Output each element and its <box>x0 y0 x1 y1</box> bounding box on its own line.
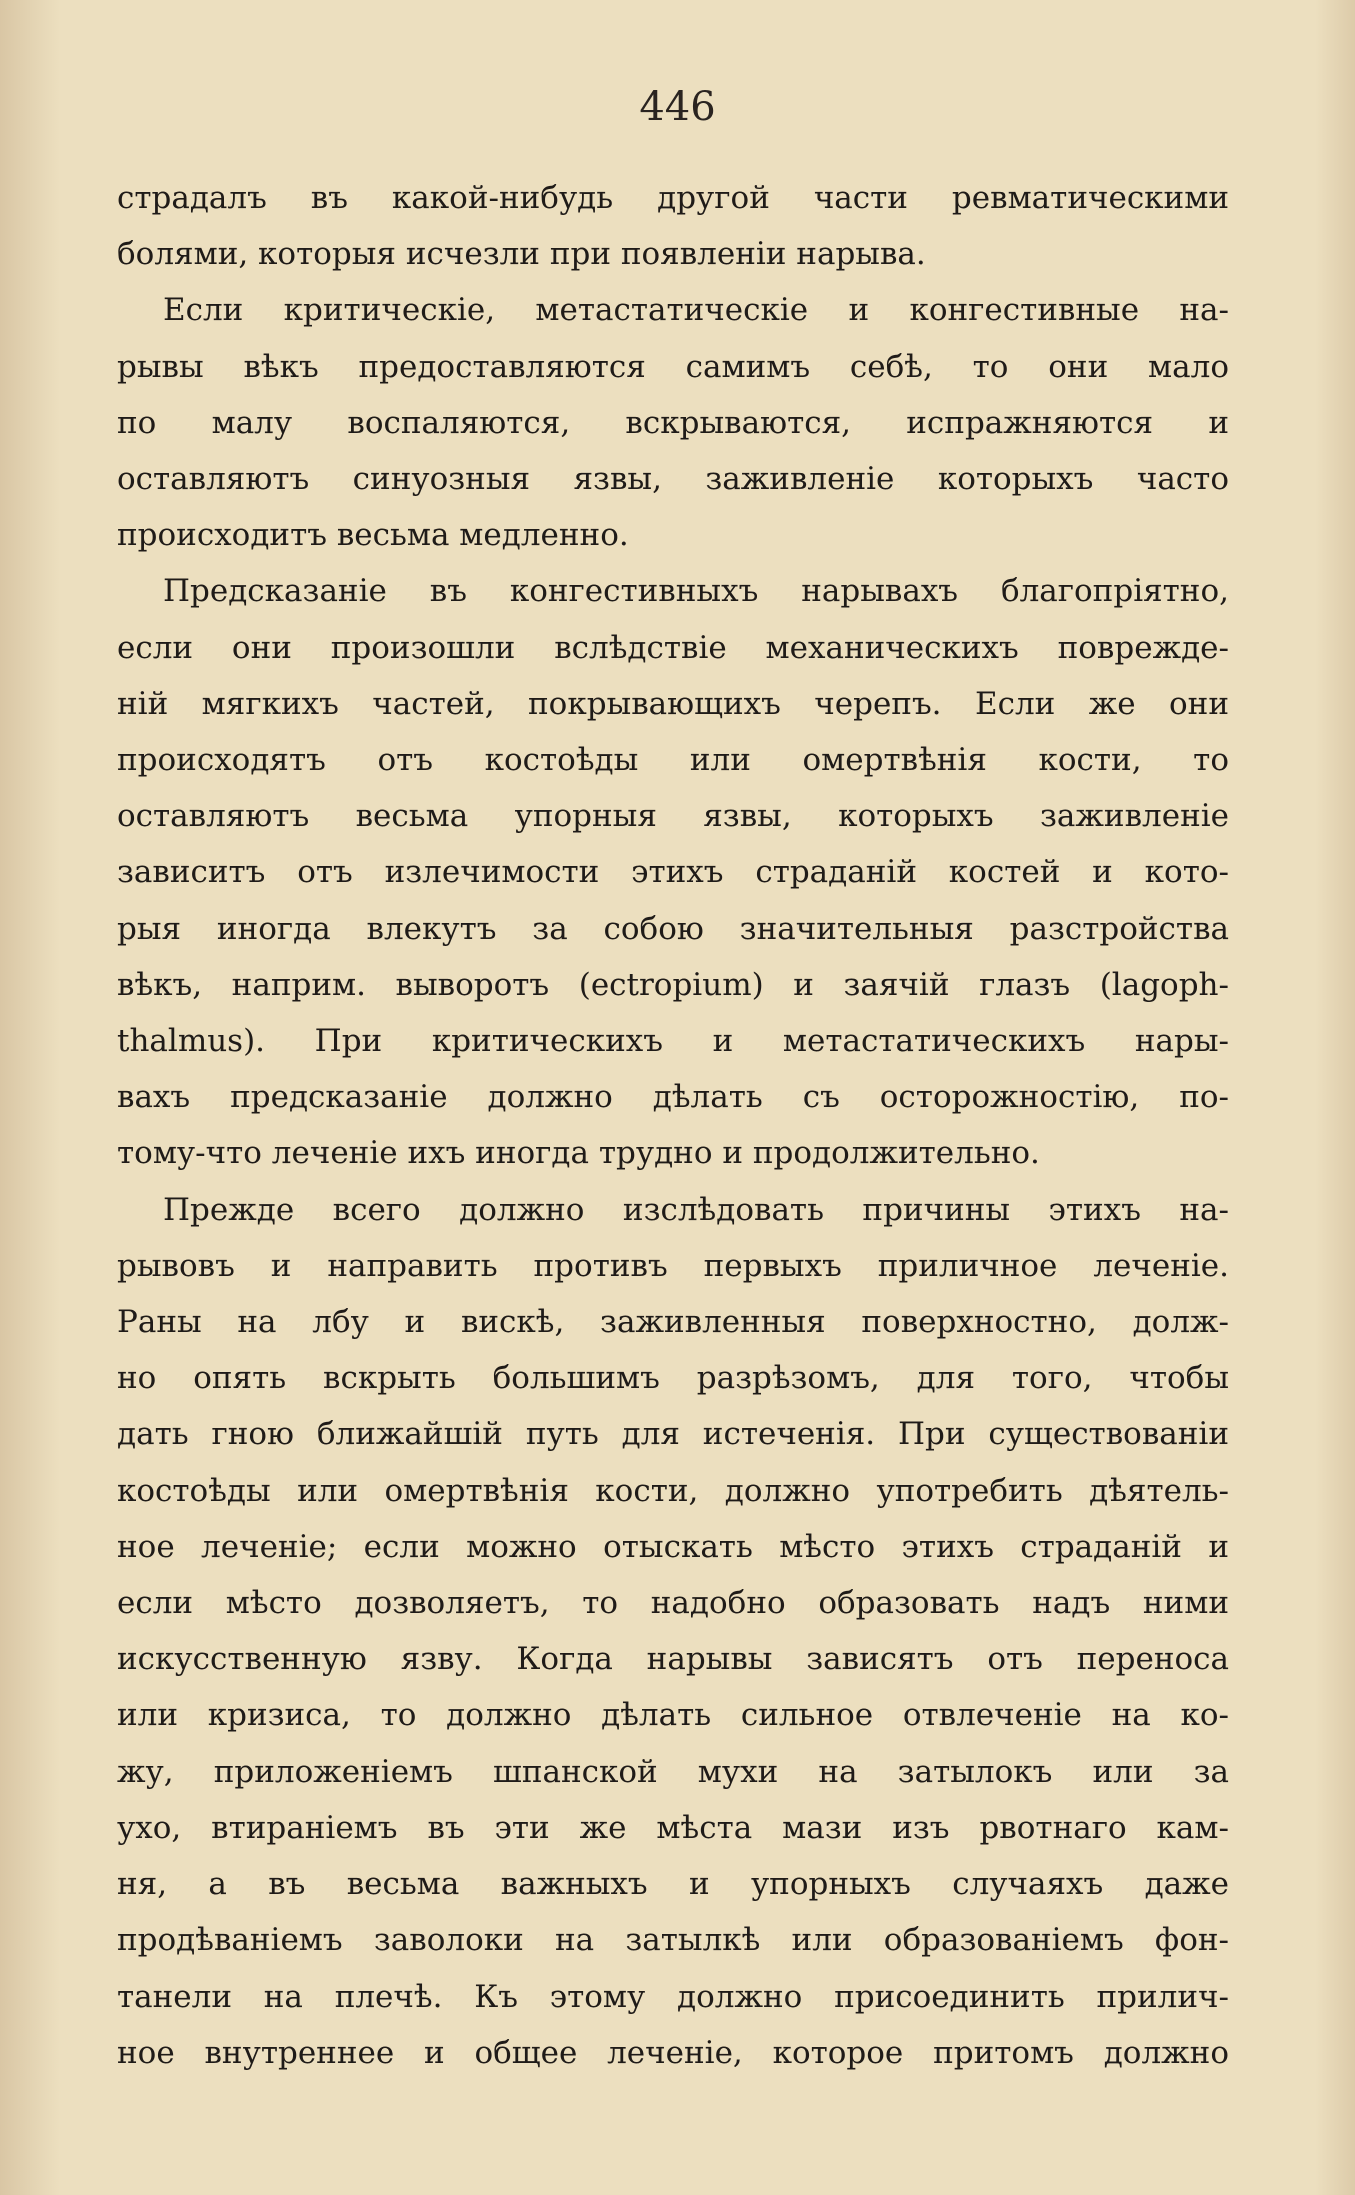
text-line: Если критическіе, метастатическіе и конгестивные на- <box>163 292 1229 329</box>
text-line: рыя иногда влекутъ за собою значительныя разстройства <box>117 910 1229 947</box>
text-line: зависитъ отъ излечимости этихъ страданій костей и кото- <box>117 854 1229 891</box>
text-line: Предсказаніе въ конгестивныхъ нарывахъ благопріятно, <box>163 573 1229 610</box>
text-line: болями, которыя исчезли при появленіи нарыва. <box>117 236 926 273</box>
page-edge-shadow-right <box>1315 0 1355 2195</box>
paragraph <box>117 170 1229 282</box>
text-line: страдалъ въ какой-нибудь другой части ревматическими <box>117 180 1229 216</box>
text-line: ухо, втираніемъ въ эти же мѣста мази изъ рвотнаго кам- <box>117 1809 1229 1846</box>
text-line: оставляютъ синуозныя язвы, заживленіе которыхъ часто <box>117 461 1229 498</box>
text-line: ное леченіе; если можно отыскать мѣсто этихъ страданій и <box>117 1528 1229 1565</box>
text-line: продѣваніемъ заволоки на затылкѣ или образованіемъ фон- <box>117 1922 1229 1959</box>
text-line: тому-что леченіе ихъ иногда трудно и продолжительно. <box>117 1135 1040 1172</box>
text-line: происходятъ отъ костоѣды или омертвѣнія кости, то <box>117 742 1229 779</box>
text-line: искусственную язву. Когда нарывы зависятъ отъ переноса <box>117 1641 1229 1678</box>
text-line: танели на плечѣ. Къ этому должно присоединить прилич- <box>117 1978 1229 2015</box>
paragraph <box>117 282 1229 563</box>
text-line: если мѣсто дозволяетъ, то надобно образовать надъ ними <box>117 1585 1229 1622</box>
text-line: по малу воспаляются, вскрываются, испражняются и <box>117 404 1229 441</box>
text-line: или кризиса, то должно дѣлать сильное отвлеченіе на ко- <box>117 1697 1229 1734</box>
text-line: оставляютъ весьма упорныя язвы, которыхъ заживленіе <box>117 798 1229 835</box>
text-line: Раны на лбу и вискѣ, заживленныя поверхностно, долж- <box>117 1304 1229 1341</box>
text-line: thalmus). При критическихъ и метастатическихъ нары- <box>117 1023 1229 1060</box>
body-text <box>117 170 1229 2081</box>
text-line: костоѣды или омертвѣнія кости, должно употребить дѣятель- <box>117 1472 1229 1509</box>
text-line: вахъ предсказаніе должно дѣлать съ осторожностію, по- <box>117 1079 1229 1116</box>
page-number: 446 <box>639 84 716 130</box>
paragraph <box>117 1182 1229 2081</box>
text-line: ній мягкихъ частей, покрывающихъ черепъ. Если же они <box>117 685 1229 722</box>
text-line: Прежде всего должно изслѣдовать причины этихъ на- <box>163 1191 1229 1228</box>
text-line: вѣкъ, наприм. выворотъ (ectropium) и заячій глазъ (lagoph- <box>117 966 1229 1003</box>
text-line: если они произошли вслѣдствіе механическихъ поврежде- <box>117 629 1229 666</box>
paragraph <box>117 563 1229 1181</box>
text-line: жу, приложеніемъ шпанской мухи на затылокъ или за <box>117 1753 1229 1790</box>
text-line: ное внутреннее и общее леченіе, которое притомъ должно <box>117 2034 1229 2071</box>
text-line: происходитъ весьма медленно. <box>117 517 629 554</box>
page-edge-shadow-left <box>0 0 60 2195</box>
text-line: но опять вскрыть большимъ разрѣзомъ, для того, чтобы <box>117 1360 1229 1397</box>
text-line: ня, а въ весьма важныхъ и упорныхъ случаяхъ даже <box>117 1866 1229 1903</box>
text-line: рывы вѣкъ предоставляются самимъ себѣ, то они мало <box>117 348 1229 385</box>
text-line: рывовъ и направить противъ первыхъ приличное леченіе. <box>117 1247 1229 1284</box>
text-line: дать гною ближайшій путь для истеченія. При существованіи <box>117 1416 1229 1453</box>
